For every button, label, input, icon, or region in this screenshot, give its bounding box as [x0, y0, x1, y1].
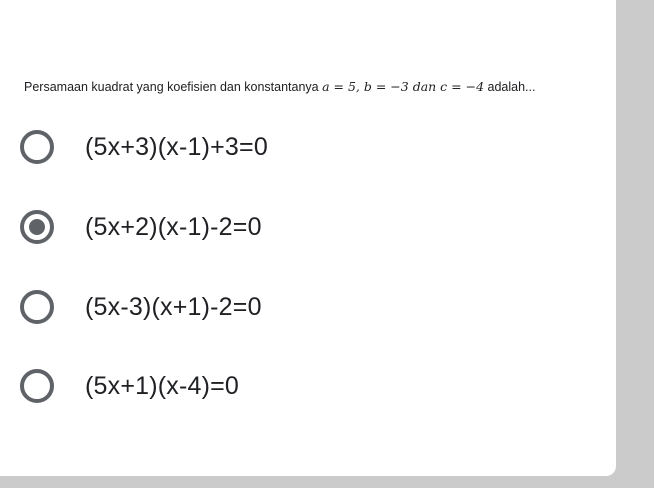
- radio-selected-dot: [29, 219, 45, 235]
- option-3[interactable]: [20, 285, 262, 329]
- option-1[interactable]: [20, 125, 268, 169]
- option-4[interactable]: [20, 364, 239, 408]
- option-label: (5x+2)(x-1)-2=0: [85, 212, 262, 241]
- option-2[interactable]: [20, 205, 262, 249]
- radio-button-unchecked[interactable]: [20, 369, 54, 403]
- question-math: a = 5, b = −3 dan c = −4: [322, 79, 485, 94]
- question-text-before: Persamaan kuadrat yang koefisien dan konstantanya: [24, 80, 323, 94]
- radio-button-unchecked[interactable]: [20, 130, 54, 164]
- option-label: (5x+3)(x-1)+3=0: [85, 132, 268, 161]
- option-label: (5x-3)(x+1)-2=0: [85, 292, 262, 321]
- radio-button-checked[interactable]: [20, 210, 54, 244]
- question-text: [24, 79, 535, 94]
- radio-button-unchecked[interactable]: [20, 290, 54, 324]
- question-text-after: adalah...: [484, 80, 536, 94]
- option-label: (5x+1)(x-4)=0: [85, 371, 240, 400]
